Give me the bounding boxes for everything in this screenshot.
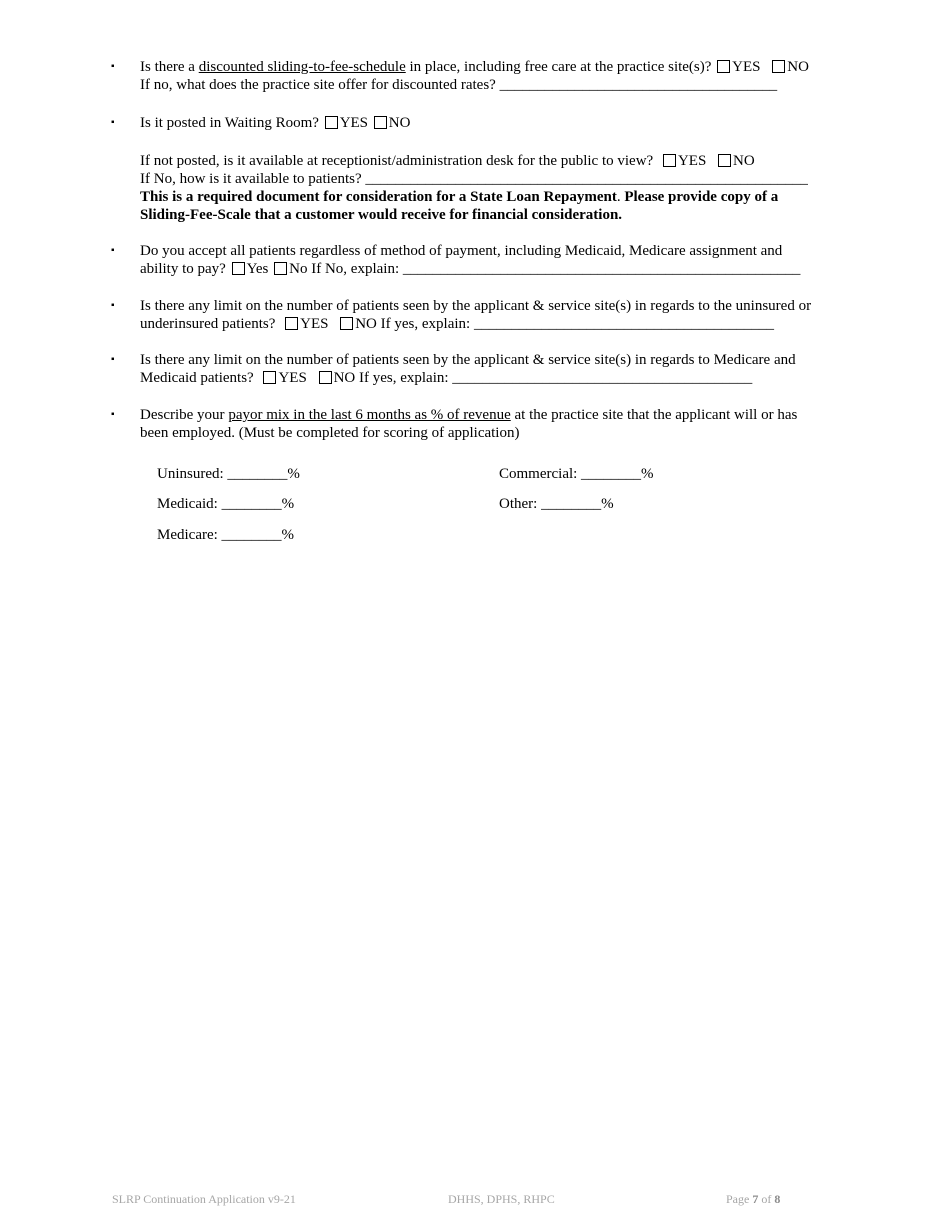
- page-current: 7: [752, 1192, 759, 1206]
- q1-text-end: in place, including free care at the practice site(s)?: [405, 59, 712, 75]
- bullet: ▪: [111, 409, 115, 420]
- footer-document-name: SLRP Continuation Application v9-21: [112, 1192, 296, 1206]
- bullet: ▪: [111, 300, 115, 311]
- q2-required-note-line2: [140, 206, 622, 224]
- q4-yes-checkbox[interactable]: [285, 317, 298, 330]
- bullet: ▪: [111, 61, 115, 72]
- required-note-a: This is a required document for consideration for a State Loan Repayment: [140, 189, 617, 205]
- bullet: ▪: [111, 354, 115, 365]
- q3-no-label: No: [289, 261, 308, 277]
- q4-line1: Is there any limit on the number of patients seen by the applicant & service site(s) in regards to the uninsured or: [140, 298, 812, 314]
- q2-sub-text: If not posted, is it available at receptionist/administration desk for the public to view?: [140, 153, 654, 169]
- q5-no-label-explain: NO If yes, explain: ________________________________________: [333, 370, 753, 386]
- footer-department: DHHS, DPHS, RHPC: [448, 1192, 555, 1206]
- q5-yes-label: YES: [278, 370, 307, 386]
- q2-yes-label: YES: [339, 115, 369, 131]
- q4-text: underinsured patients?: [140, 316, 276, 332]
- q3-yes-checkbox[interactable]: [232, 262, 245, 275]
- q3-text: ability to pay?: [140, 261, 226, 277]
- uninsured-field[interactable]: Uninsured: ________%: [157, 466, 300, 482]
- q1-line2: If no, what does the practice site offer for discounted rates? _____________________________________: [140, 77, 778, 93]
- q1-no-label: NO: [787, 59, 809, 75]
- q2-line1: [140, 114, 410, 132]
- q6-text-end: at the practice site that the applicant will or has: [510, 407, 798, 423]
- q6-text: Describe your: [140, 407, 229, 423]
- q3-no-checkbox[interactable]: [274, 262, 287, 275]
- q2-sub-no-label: NO: [733, 153, 755, 169]
- q3-yes-label: Yes: [246, 261, 269, 277]
- commercial-field[interactable]: Commercial: ________%: [499, 466, 654, 482]
- q5-no-checkbox[interactable]: [319, 371, 332, 384]
- q1-no-checkbox[interactable]: [772, 60, 785, 73]
- q1-yes-checkbox[interactable]: [717, 60, 730, 73]
- footer-page-number: [726, 1192, 780, 1207]
- other-field[interactable]: Other: ________%: [499, 496, 614, 512]
- q2-sub-line2: If No, how is it available to patients? ___________________________________________________________: [140, 171, 808, 187]
- q4-no-label: NO: [355, 316, 377, 332]
- q3-line1: Do you accept all patients regardless of method of payment, including Medicaid, Medicare assignment and: [140, 243, 783, 259]
- q4-yes-label: YES: [300, 316, 329, 332]
- q3-line2: [140, 260, 800, 278]
- q2-sub-yes-checkbox[interactable]: [663, 154, 676, 167]
- q4-no-checkbox[interactable]: [340, 317, 353, 330]
- q1-underlined-text: discounted sliding-to-fee-schedule: [198, 59, 406, 75]
- required-note-line2-text: Sliding-Fee-Scale that a customer would receive for financial consideration.: [140, 207, 623, 223]
- q6-underlined-text: payor mix in the last 6 months as % of revenue: [228, 407, 511, 423]
- q6-line1: [140, 406, 797, 424]
- bullet: ▪: [111, 245, 115, 256]
- page-of: of: [758, 1192, 775, 1206]
- required-note-c: Please provide copy of a: [624, 189, 779, 205]
- medicaid-field[interactable]: Medicaid: ________%: [157, 496, 295, 512]
- q4-explain: If yes, explain: ________________________________________: [376, 316, 774, 332]
- q5-text: Medicaid patients?: [140, 370, 254, 386]
- q2-text: Is it posted in Waiting Room?: [140, 115, 319, 131]
- bullet: ▪: [111, 117, 115, 128]
- q5-yes-checkbox[interactable]: [263, 371, 276, 384]
- q3-explain: If No, explain: _____________________________________________________: [307, 261, 801, 277]
- page-prefix: Page: [726, 1192, 753, 1206]
- q1-text: Is there a: [140, 59, 199, 75]
- q1-line1: [140, 58, 809, 76]
- q2-sub-yes-label: YES: [677, 153, 707, 169]
- required-note-period: .: [616, 189, 625, 205]
- q2-no-label: NO: [388, 115, 411, 131]
- q5-line1: Is there any limit on the number of patients seen by the applicant & service site(s) in regards to Medicare and: [140, 352, 796, 368]
- q2-no-checkbox[interactable]: [374, 116, 387, 129]
- q2-required-note-line1: [140, 188, 778, 206]
- q4-line2: [140, 315, 774, 333]
- q2-sub-line1: [140, 152, 755, 170]
- page-total: 8: [774, 1192, 781, 1206]
- q2-sub-no-checkbox[interactable]: [718, 154, 731, 167]
- q1-yes-label: YES: [732, 59, 761, 75]
- q6-line2: been employed. (Must be completed for scoring of application): [140, 425, 520, 441]
- q5-line2: [140, 369, 752, 387]
- q2-yes-checkbox[interactable]: [325, 116, 338, 129]
- medicare-field[interactable]: Medicare: ________%: [157, 527, 295, 543]
